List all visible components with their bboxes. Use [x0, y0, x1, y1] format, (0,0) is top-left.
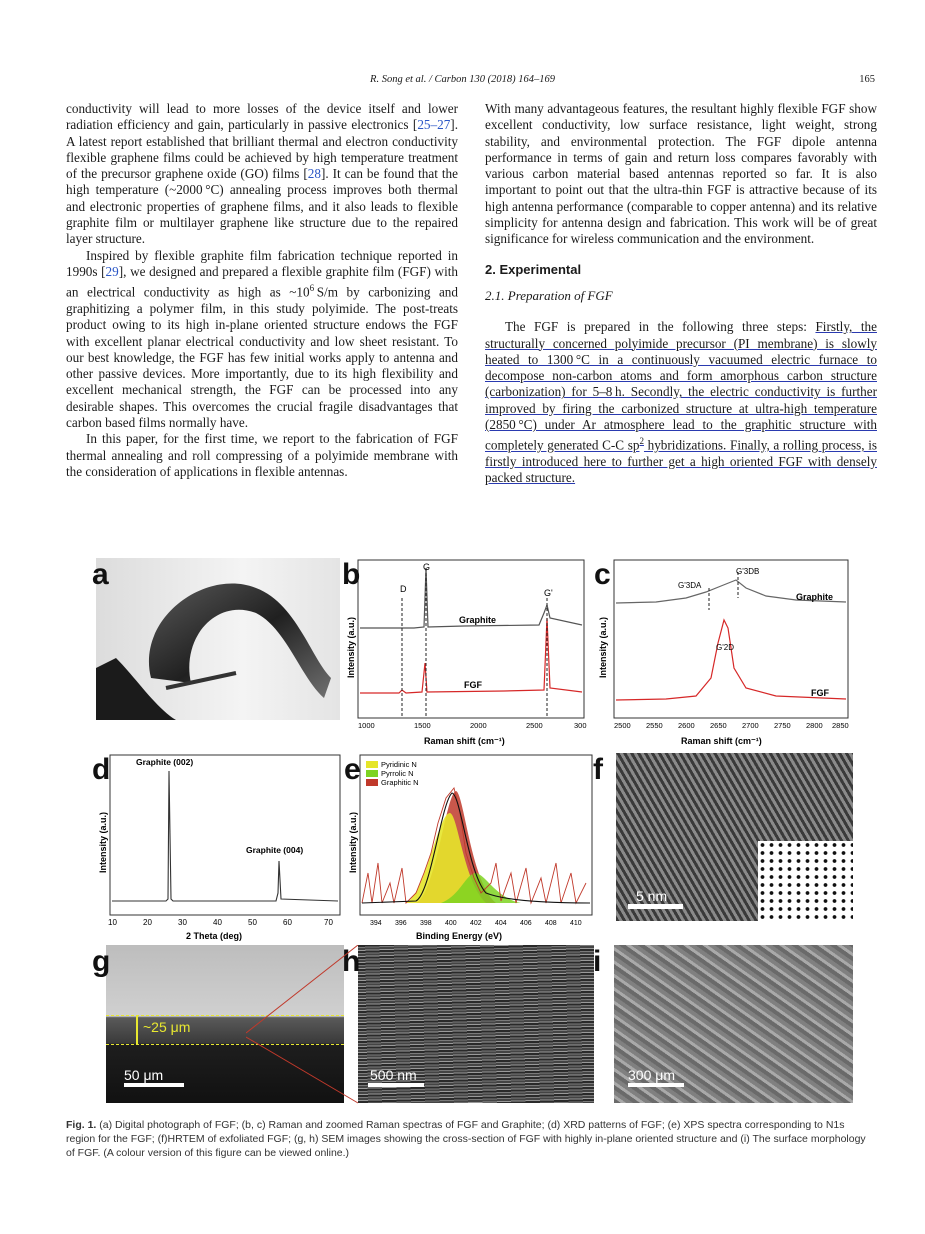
- y-axis-label: Intensity (a.u.): [346, 616, 356, 678]
- peak-label-g-prime: G': [544, 588, 553, 598]
- x-tick-label: 40: [213, 918, 222, 927]
- reference-link[interactable]: 25–27: [417, 117, 451, 133]
- paragraph: With many advantageous features, the resultant highly flexible FGF show excellent conductivity, low surface resistance, light weight, strong stability, and environmental protection. The FGF dipole antenna performance in terms of gain and return loss compares favorably with various carbon material based antennas reported so far. It is also important to point out that the ultra-thin FGF is attractive because of its high antenna performance (comparable to copper antenna) and its relative simplicity for antenna design and fabrication. This work will be of great significance for wireless communication and the environment.: [485, 101, 877, 247]
- panel-label-d: d: [92, 753, 111, 786]
- x-axis-label: 2 Theta (deg): [186, 931, 243, 941]
- panel-e-xps: [346, 753, 596, 943]
- x-tick-label: 2500: [614, 721, 631, 730]
- x-tick-label: 398: [420, 920, 432, 927]
- x-tick-label: 300: [574, 721, 587, 730]
- peak-label: Graphite (004): [246, 845, 304, 855]
- panel-h-sem-layers: [358, 945, 594, 1103]
- x-axis-label: Raman shift (cm⁻¹): [681, 736, 762, 746]
- x-tick-label: 2650: [710, 721, 727, 730]
- panel-label-h: h: [342, 945, 361, 978]
- paragraph: In this paper, for the first time, we report to the fabrication of FGF thermal annealing and roll compressing of a polyimide membrane with the consideration of applications in flexible antennas.: [66, 431, 458, 479]
- x-tick-label: 2800: [806, 721, 823, 730]
- x-tick-label: 406: [520, 920, 532, 927]
- scale-bar: [368, 1083, 424, 1087]
- reference-link[interactable]: 28: [307, 166, 321, 182]
- paragraph: conductivity will lead to more losses of the device itself and lower radiation efficiency and gain, particularly in passive electronics [25–27]. A latest report established that brilliant thermal and electron conductivity flexible graphene films could be achieved by high temperature treatment of the precursor graphene oxide (GO) films [28]. It can be found that the high temperature (~2000 °C) annealing process improves both thermal and electronic properties of graphene films, and it also leads to flexible graphite film or multilayer graphene like structure due to the repaired layer structure.: [66, 101, 458, 247]
- x-tick-label: 404: [495, 920, 507, 927]
- x-tick-label: 1500: [414, 721, 431, 730]
- paragraph: Inspired by flexible graphite film fabrication technique reported in 1990s [29], we designed and prepared a flexible graphite film (FGF) with an electrical conductivity as high as $\sim 10^6$ S/m by carbonizing and graphitizing a polymer film, in this study polyimide. The post-treats product owing to its high in-plane oriented structure endows the FGF with excellent planar electrical conductivity and low sheet resistant. To our best knowledge, the FGF has few initial works apply to antenna and other passive devices. More importantly, due to its high flexibility and excellent mechanical strength, the FGF can be processed into any desirable shapes. This overcomes the crucial fragile disadvantages that carbon based films normally have.: [66, 247, 458, 431]
- journal-citation: R. Song et al. / Carbon 130 (2018) 164–169: [370, 74, 555, 85]
- legend-label: Pyridinic N: [381, 760, 417, 769]
- panel-i-sem-surface: [614, 945, 853, 1103]
- panel-label-c: c: [594, 558, 611, 591]
- panel-label-e: e: [344, 753, 361, 786]
- x-tick-label: 2550: [646, 721, 663, 730]
- legend-label: Graphitic N: [381, 778, 419, 787]
- scale-bar: [124, 1083, 184, 1087]
- legend-swatch-pyrrolic: [366, 770, 378, 777]
- left-column: [66, 101, 458, 480]
- curve-label-fgf: FGF: [464, 680, 482, 690]
- panel-label-g: g: [92, 945, 111, 978]
- x-tick-label: 20: [143, 918, 152, 927]
- x-tick-label: 1000: [358, 721, 375, 730]
- scale-bar: [628, 904, 683, 909]
- panel-b-raman: [344, 558, 594, 748]
- scale-label: 50 μm: [124, 1067, 164, 1083]
- x-tick-label: 2000: [470, 721, 487, 730]
- curve-label-fgf: FGF: [811, 688, 829, 698]
- x-tick-label: 70: [324, 918, 333, 927]
- caption-label: Fig. 1.: [66, 1119, 97, 1131]
- xrd-curve: [112, 771, 338, 901]
- figure-caption: [66, 1118, 876, 1160]
- x-tick-label: 10: [108, 918, 117, 927]
- figure-1: [92, 558, 853, 1105]
- caption-text: (a) Digital photograph of FGF; (b, c) Raman and zoomed Raman spectras of FGF and Graphite; (d) XRD patterns of FGF; (e) XPS spectra corresponding to N1s region for the FGF; (f)HRTEM of exfoliated FGF; (g, h) SEM images showing the cross-section of FGF with highly in-plane oriented structure and (i) The surface morphology of FGF. (A colour version of this figure can be viewed online.): [66, 1119, 866, 1159]
- panel-f-hrtem: [616, 753, 853, 921]
- scale-label: 5 nm: [636, 888, 668, 904]
- panel-label-f: f: [593, 753, 603, 786]
- x-tick-label: 30: [178, 918, 187, 927]
- y-axis-label: Intensity (a.u.): [348, 811, 358, 873]
- curve-label-graphite: Graphite: [459, 615, 497, 625]
- y-axis-label: Intensity (a.u.): [98, 811, 108, 873]
- scale-label: 500 nm: [370, 1067, 417, 1083]
- peak-label: G'2D: [716, 643, 734, 652]
- panel-label-i: i: [593, 945, 602, 978]
- x-tick-label: 50: [248, 918, 257, 927]
- panel-label-b: b: [342, 558, 361, 591]
- peak-label: G'3DB: [736, 567, 760, 576]
- atomic-lattice-inset: [758, 841, 853, 921]
- right-column: [485, 101, 877, 487]
- panel-c-raman-zoom: [596, 558, 853, 748]
- x-tick-label: 2600: [678, 721, 695, 730]
- x-tick-label: 400: [445, 920, 457, 927]
- x-tick-label: 410: [570, 920, 582, 927]
- y-axis-label: Intensity (a.u.): [598, 616, 608, 678]
- x-tick-label: 408: [545, 920, 557, 927]
- flexible-film-photo: [96, 558, 340, 720]
- x-tick-label: 60: [283, 918, 292, 927]
- panel-label-a: a: [92, 558, 109, 591]
- x-tick-label: 2750: [774, 721, 791, 730]
- scale-label: 300 μm: [628, 1067, 675, 1083]
- subsection-heading: 2.1. Preparation of FGF: [485, 287, 613, 303]
- scale-bar: [628, 1083, 684, 1087]
- x-tick-label: 2500: [526, 721, 543, 730]
- page-number: 165: [859, 74, 875, 85]
- x-tick-label: 396: [395, 920, 407, 927]
- x-tick-label: 2700: [742, 721, 759, 730]
- curve-label-graphite: Graphite: [796, 592, 834, 602]
- zoom-connector-lines: [246, 945, 366, 1105]
- section-heading: 2. Experimental: [485, 261, 582, 277]
- legend-label: Pyrrolic N: [381, 769, 414, 778]
- thickness-label: ~25 μm: [143, 1019, 191, 1035]
- x-axis-label: Raman shift (cm⁻¹): [424, 736, 505, 746]
- peak-label: G'3DA: [678, 581, 702, 590]
- peak-label-d: D: [400, 584, 407, 594]
- peak-label-g: G: [423, 562, 431, 572]
- peak-label: Graphite (002): [136, 757, 194, 767]
- x-tick-label: 2850: [832, 721, 849, 730]
- x-tick-label: 394: [370, 920, 382, 927]
- panel-d-xrd: [96, 753, 344, 943]
- x-tick-label: 402: [470, 920, 482, 927]
- x-axis-label: Binding Energy (eV): [416, 931, 503, 941]
- legend-swatch-graphitic: [366, 779, 378, 786]
- legend-swatch-pyridinic: [366, 761, 378, 768]
- paragraph: The FGF is prepared in the following three steps: Firstly, the structurally concerned polyimide precursor (PI membrane) is slowly heated to 1300 °C in a continuously vacuumed electric furnace to decompose non-carbon atoms and form amorphous carbon structure (carbonization) for 5–8 h. Secondly, the electric conductivity is further improved by firing the carbonized structure at ultra-high temperature (2850 °C) under Ar atmosphere lead to the graphitic structure with completely generated C-C $sp^2$ hybridizations. Finally, a rolling process, is firstly introduced here to further get a high oriented FGF with densely packed structure.: [485, 319, 877, 486]
- panel-a-photo: [96, 558, 340, 720]
- reference-link[interactable]: 29: [105, 263, 119, 279]
- thickness-arrow: [136, 1015, 138, 1044]
